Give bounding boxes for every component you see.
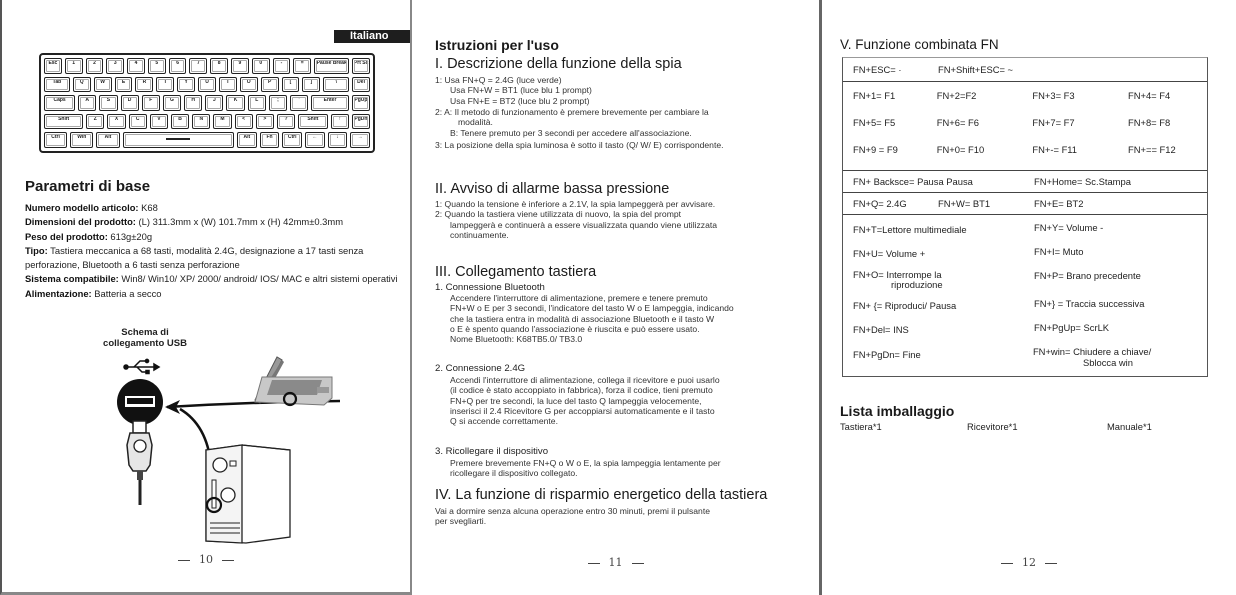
key: Shift	[44, 114, 83, 130]
risparmio-text	[435, 506, 820, 527]
key: 0	[252, 58, 270, 74]
key: ←	[305, 132, 325, 148]
text-line: o E è spento quando l'associazione è riuscita e può essere usato.	[450, 323, 700, 334]
key: 4	[127, 58, 145, 74]
connection-2-4g-text	[435, 375, 820, 426]
text-line: Q si accende correttamente.	[450, 416, 558, 427]
key: Ctrl	[44, 132, 67, 148]
key: G	[163, 95, 181, 111]
key: Prt Sc	[352, 58, 370, 74]
heading-risparmio: IV. La funzione di risparmio energetico della tastiera	[435, 487, 768, 503]
fn-section-system	[843, 171, 1207, 193]
key: U	[198, 77, 216, 93]
fn-cell-line: FN+O= Interrompe la	[853, 269, 942, 280]
heading-collegamento: III. Collegamento tastiera	[435, 264, 597, 280]
fn-cell	[853, 270, 1034, 298]
heading-spia: I. Descrizione della funzione della spia	[435, 56, 682, 72]
fn-row	[853, 322, 1197, 346]
fn-cell: FN+1= F1	[853, 90, 896, 101]
key: L	[248, 95, 266, 111]
key: B	[171, 114, 189, 130]
fn-cell: FN+I= Muto	[1034, 246, 1084, 257]
page-number-text: 11	[608, 556, 623, 569]
fn-row	[853, 117, 1197, 144]
key: 9	[231, 58, 249, 74]
keyboard-row	[44, 95, 370, 111]
spec-label: Tipo:	[25, 244, 48, 256]
subheading-2-4g: 2. Connessione 2.4G	[435, 363, 526, 374]
spec-value: Win8/ Win10/ XP/ 2000/ android/ IOS/ MAC e altri sistemi operativi	[118, 273, 398, 285]
spec-value: (L) 311.3mm x (W) 101.7mm x (H) 42mm±0.3mm	[135, 216, 344, 228]
spec-label: Sistema compatibile:	[25, 273, 119, 285]
spec-label: Peso del prodotto:	[25, 230, 108, 242]
text-line: 2: A: Il metodo di funzionamento è premere brevemente per cambiare la	[435, 106, 709, 117]
key: -	[273, 58, 291, 74]
key: X	[107, 114, 125, 130]
fn-cell-line: FN+win= Chiudere a chiave/	[1032, 346, 1152, 357]
key: Win	[70, 132, 93, 148]
fn-row	[853, 346, 1197, 372]
keyboard-row	[44, 58, 370, 74]
fn-cell: FN+-= F11	[1032, 144, 1078, 155]
key: 7	[189, 58, 207, 74]
desktop-pc-icon	[206, 445, 290, 543]
key: Pause Break	[314, 58, 349, 74]
key: D	[121, 95, 139, 111]
key: >	[256, 114, 274, 130]
fn-cell: FN+5= F5	[853, 117, 896, 128]
key: \	[323, 77, 349, 93]
fn-cell: FN+W= BT1	[938, 198, 991, 209]
key: ↑	[331, 114, 349, 130]
fn-row	[853, 270, 1197, 298]
key: 5	[148, 58, 166, 74]
spec-value: 613g±20g	[107, 230, 153, 242]
fn-cell: FN+ {= Riproduci/ Pausa	[853, 300, 957, 311]
key: T	[156, 77, 174, 93]
key: P	[261, 77, 279, 93]
key: H	[184, 95, 202, 111]
keyboard-row	[44, 77, 370, 93]
fn-cell: FN+3= F3	[1032, 90, 1075, 101]
section-title-packing: Lista imballaggio	[840, 403, 955, 419]
text-line: 1: Usa FN+Q = 2.4G (luce verde)	[435, 75, 562, 85]
spec-label: Alimentazione:	[25, 287, 92, 299]
spec-item	[25, 244, 405, 273]
packing-item: Tastiera*1	[840, 421, 882, 432]
key: 8	[210, 58, 228, 74]
bluetooth-text	[435, 293, 820, 344]
key: S	[99, 95, 117, 111]
text-line: Usa FN+W = BT1 (luce blu 1 prompt)	[450, 85, 592, 96]
spec-value: Tastiera meccanica a 68 tasti, modalità 2.4G, designazione a 17 tasti senza perforazione, Bluetooth a 6 tasti senza perforazione	[25, 244, 364, 271]
fn-cell: FN+P= Brano precedente	[1034, 270, 1141, 281]
allarme-text	[435, 199, 820, 240]
fn-section-function-keys	[843, 82, 1207, 171]
text-line: ricollegare il dispositivo collegato.	[450, 468, 578, 479]
packing-item: Ricevitore*1	[967, 421, 1018, 432]
key: ?	[277, 114, 295, 130]
key: 6	[169, 58, 187, 74]
key: M	[213, 114, 231, 130]
text-line: 1: Quando la tensione è inferiore a 2.1V, la spia lampeggerà per avvisare.	[435, 199, 716, 209]
text-line: Accendere l'interruttore di alimentazione, premere e tenere premuto	[450, 293, 708, 303]
fn-cell: FN+Home= Sc.Stampa	[1034, 176, 1131, 187]
fn-cell: FN+2=F2	[936, 90, 977, 101]
text-line: modalità.	[458, 117, 493, 128]
key: PgDn	[352, 114, 370, 130]
spec-label: Numero modello articolo:	[25, 202, 139, 213]
fn-row	[853, 222, 1197, 246]
packing-item: Manuale*1	[1107, 421, 1152, 432]
fn-cell	[1033, 346, 1197, 372]
fn-cell: FN+Del= INS	[853, 324, 909, 335]
key: <	[235, 114, 253, 130]
keyboard-layout-diagram	[39, 53, 375, 153]
text-line: inserisci il 2.4 Ricevitore G per accoppiarsi automaticamente e il tasto	[450, 405, 715, 416]
spec-item	[25, 272, 405, 286]
key: Ctrl	[282, 132, 302, 148]
fn-row	[853, 246, 1197, 270]
fn-section-media	[843, 215, 1207, 376]
section-title-istruzioni: Istruzioni per l'uso	[435, 37, 559, 53]
fn-cell: FN+ESC= ·	[853, 64, 902, 75]
key: 3	[106, 58, 124, 74]
key: O	[240, 77, 258, 93]
key: =	[293, 58, 311, 74]
section-title-fn: V. Funzione combinata FN	[840, 37, 999, 52]
text-line: 2: Quando la tastiera viene utilizzata di nuovo, la spia del prompt	[435, 209, 682, 220]
text-line: Premere brevemente FN+Q o W o E, la spia lampeggia lentamente per	[450, 458, 721, 468]
subheading-bluetooth: 1. Connessione Bluetooth	[435, 282, 545, 293]
spec-value: K68	[138, 202, 158, 213]
text-line: che la tastiera entra in modalità di associazione Bluetooth e il tasto W	[450, 313, 715, 324]
spec-label: Dimensioni del prodotto:	[25, 216, 136, 228]
fn-cell: FN+Q= 2.4G	[853, 198, 907, 209]
key: PgUp	[352, 95, 370, 111]
key: Enter	[311, 95, 349, 111]
key: W	[94, 77, 112, 93]
spec-list	[25, 201, 405, 301]
key: A	[78, 95, 96, 111]
spec-item	[25, 230, 405, 244]
fn-cell: FN+7= F7	[1032, 117, 1075, 128]
text-line: B: Tenere premuto per 3 secondi per accedere all'associazione.	[450, 128, 692, 139]
key: Alt	[96, 132, 119, 148]
page-number-text: 10	[199, 553, 213, 566]
text-line: Accendi l'interruttore di alimentazione, collega il ricevitore e puoi usarlo	[450, 375, 720, 385]
spec-item	[25, 201, 405, 215]
packing-list	[840, 421, 1152, 432]
key: Esc	[44, 58, 62, 74]
spacebar-key	[123, 132, 234, 148]
fn-cell-line: riproduzione	[891, 279, 943, 290]
text-line: Usa FN+E = BT2 (luce blu 2 prompt)	[450, 95, 590, 106]
fn-cell: FN+== F12	[1128, 144, 1176, 155]
language-tab: Italiano	[334, 30, 410, 43]
key: E	[115, 77, 133, 93]
spia-text	[435, 75, 820, 150]
key: 2	[86, 58, 104, 74]
key: F	[142, 95, 160, 111]
fn-cell: FN+8= F8	[1128, 117, 1171, 128]
spec-item	[25, 287, 405, 301]
fn-cell: FN+PgDn= Fine	[853, 349, 921, 360]
fn-cell: FN+Y= Volume -	[1034, 222, 1104, 233]
manual-page-11	[412, 0, 822, 595]
laptop-icon	[255, 357, 332, 405]
key: Z	[86, 114, 104, 130]
fn-combination-table	[842, 57, 1208, 377]
manual-page-10	[0, 0, 412, 595]
text-line: continuamente.	[450, 229, 509, 240]
usb-diagram-title	[90, 327, 200, 349]
spec-item	[25, 215, 405, 229]
key: Tab	[44, 77, 70, 93]
text-line: Vai a dormire senza alcuna operazione entro 30 minuti, premi il pulsante	[435, 506, 710, 516]
key: R	[135, 77, 153, 93]
fn-cell: FN+0= F10	[936, 144, 985, 155]
text-line: Nome Bluetooth: K68TB5.0/ TB3.0	[450, 334, 583, 345]
heading-allarme: II. Avviso di allarme bassa pressione	[435, 181, 670, 197]
page-number	[2, 553, 410, 566]
key: [	[282, 77, 300, 93]
page-number	[412, 556, 819, 569]
key: Fn	[260, 132, 280, 148]
usb-symbol-icon	[124, 359, 159, 373]
text-line: FN+W o E per 3 secondi, l'indicatore del tasto W o E lampeggia, indicando	[450, 303, 734, 314]
fn-cell: FN+Shift+ESC= ~	[938, 64, 1014, 75]
fn-cell: FN+E= BT2	[1034, 198, 1084, 209]
fn-cell: FN+9 = F9	[853, 144, 898, 155]
fn-row	[853, 176, 1197, 187]
fn-section-esc	[843, 58, 1207, 82]
fn-row	[853, 90, 1197, 117]
key: ↓	[328, 132, 348, 148]
page-number	[822, 556, 1236, 569]
key: N	[192, 114, 210, 130]
key: K	[226, 95, 244, 111]
text-line: 3: La posizione della spia luminosa è sotto il tasto (Q/ W/ E) corrispondente.	[435, 139, 724, 150]
fn-row	[853, 144, 1197, 164]
key: Alt	[237, 132, 257, 148]
fn-cell: FN+4= F4	[1128, 90, 1171, 101]
key: ]	[302, 77, 320, 93]
spec-value: Batteria a secco	[91, 287, 162, 299]
fn-cell: FN+U= Volume +	[853, 248, 926, 259]
fn-cell: FN+6= F6	[936, 117, 979, 128]
fn-cell: FN+T=Lettore multimediale	[853, 224, 967, 235]
usb-connection-illustration	[112, 355, 352, 555]
usb-title-line: Schema di	[121, 327, 169, 338]
keyboard-row	[44, 132, 370, 148]
ricollegare-text	[435, 458, 820, 479]
fn-cell: FN+} = Traccia successiva	[1034, 298, 1145, 309]
key: ;	[269, 95, 287, 111]
key: Del	[352, 77, 370, 93]
text-line: (il codice è stato accoppiato in fabbrica), forza il codice, tieni premuto	[450, 385, 713, 396]
fn-cell: FN+PgUp= ScrLK	[1034, 322, 1110, 333]
key: V	[150, 114, 168, 130]
key: C	[129, 114, 147, 130]
subheading-ricollegare: 3. Ricollegare il dispositivo	[435, 446, 549, 457]
fn-row	[853, 64, 1197, 75]
manual-page-12	[822, 0, 1236, 595]
text-line: per svegliarti.	[435, 516, 487, 527]
page-number-text: 12	[1022, 556, 1036, 569]
key: I	[219, 77, 237, 93]
fn-cell-line: Sblocca win	[1082, 357, 1133, 368]
fn-cell: FN+ Backsce= Pausa Pausa	[853, 176, 973, 187]
key: J	[205, 95, 223, 111]
fn-section-mode	[843, 193, 1207, 215]
key: '	[290, 95, 308, 111]
text-line: lampeggerà e continuerà a essere visualizzata quando viene utilizzata	[450, 219, 718, 230]
key: Q	[73, 77, 91, 93]
usb-title-line: collegamento USB	[103, 338, 187, 349]
key: Shift	[298, 114, 328, 130]
key: 1	[65, 58, 83, 74]
keyboard-row	[44, 114, 370, 130]
key: Y	[177, 77, 195, 93]
text-line: FN+Q per tre secondi, la luce del tasto Q lampeggia velocemente,	[450, 395, 702, 406]
fn-row	[853, 298, 1197, 322]
key: Caps	[44, 95, 75, 111]
section-title-parametri: Parametri di base	[25, 178, 151, 195]
key: →	[350, 132, 370, 148]
fn-row	[853, 198, 1197, 209]
